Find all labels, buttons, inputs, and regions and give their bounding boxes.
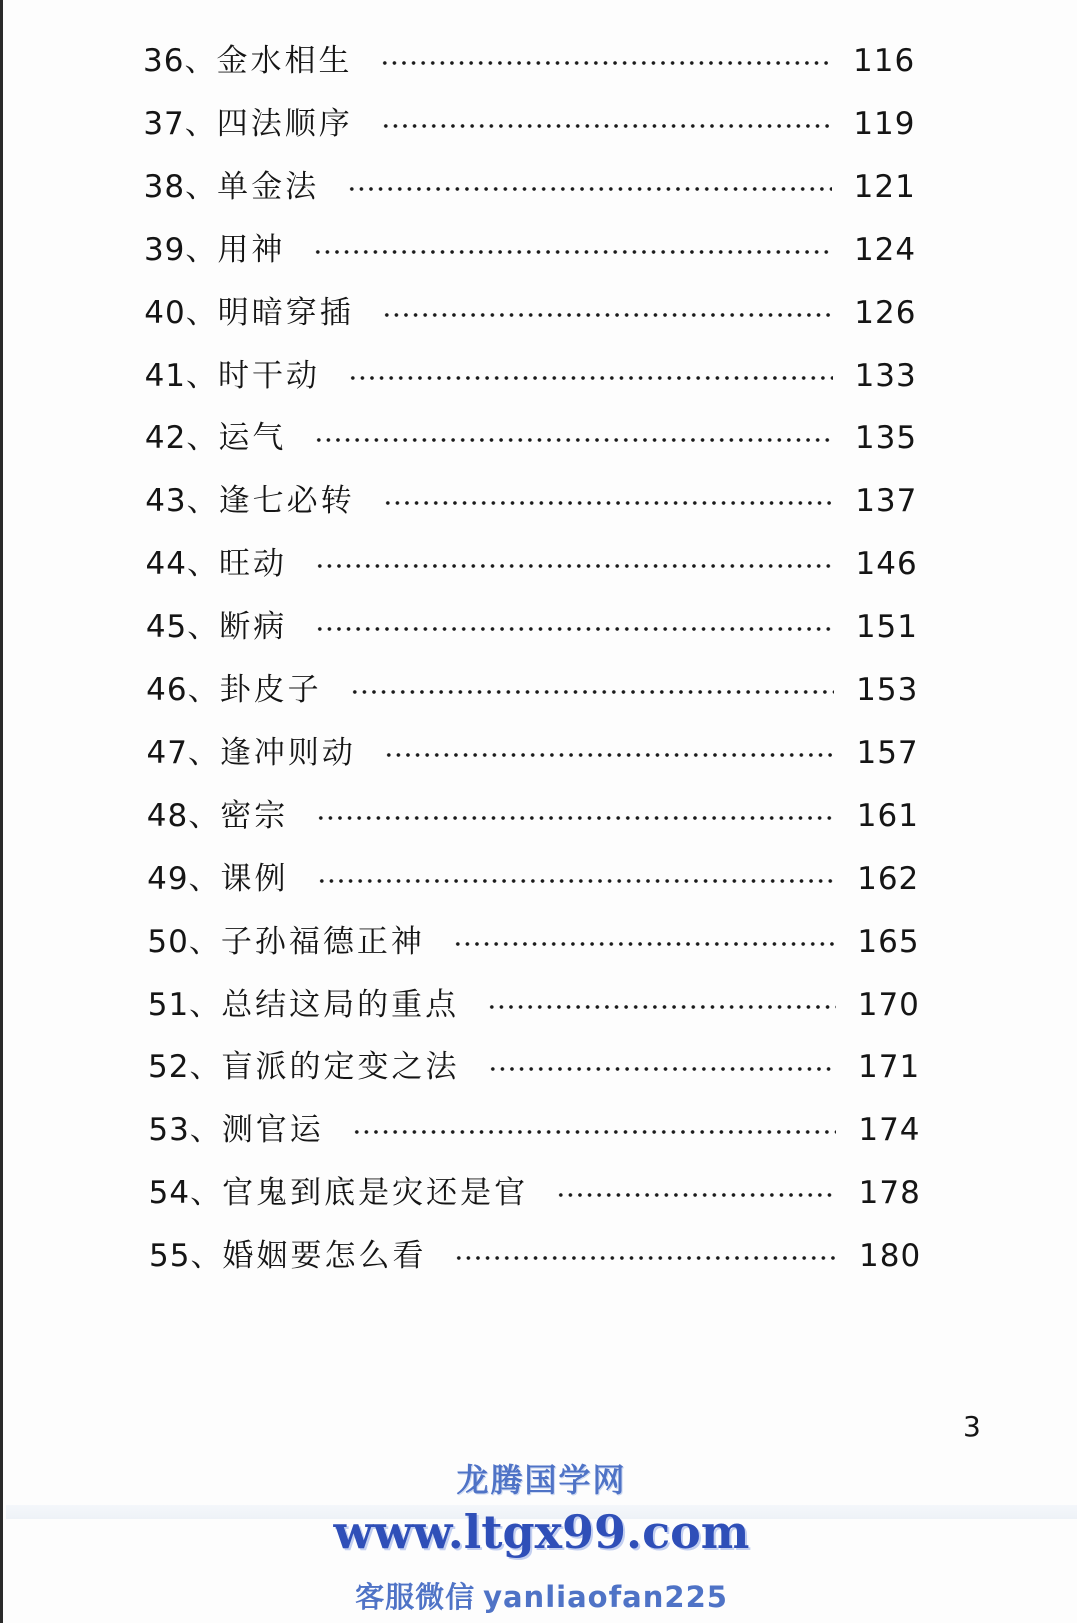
toc-entry-number: 37、 — [143, 105, 217, 142]
toc-entry-title: 密宗 — [220, 797, 289, 834]
toc-entry-title: 婚姻要怎么看 — [222, 1238, 427, 1275]
toc-entry-number: 39、 — [143, 231, 218, 268]
watermark-url: www.ltgx99.com — [333, 1505, 750, 1559]
toc-entry-number: 38、 — [143, 168, 218, 205]
toc-entry-title: 总结这局的重点 — [221, 986, 460, 1023]
toc-dot-leader — [382, 313, 833, 317]
toc-entry-title: 卦皮子 — [219, 672, 322, 708]
toc-dot-leader — [315, 627, 834, 631]
toc-entry-number: 46、 — [146, 672, 220, 708]
toc-entry — [146, 541, 918, 587]
toc-entry-number: 53、 — [148, 1112, 222, 1149]
toc-dot-leader — [314, 438, 833, 442]
toc-entry — [146, 730, 918, 776]
toc-entry-number: 50、 — [147, 923, 221, 960]
toc-dot-leader — [316, 816, 835, 820]
toc-dot-leader — [487, 1005, 836, 1009]
toc-entry — [147, 856, 919, 902]
toc-dot-leader — [348, 376, 833, 380]
toc-entry-number: 47、 — [146, 734, 220, 771]
toc-entry-title: 运气 — [218, 420, 287, 457]
toc-entry-title: 逢冲则动 — [219, 734, 356, 771]
toc-entry-page: 126 — [854, 294, 917, 331]
toc-entry-page: 161 — [856, 797, 919, 834]
toc-entry-page: 116 — [853, 43, 916, 79]
toc-entry — [148, 982, 920, 1028]
toc-entry-title: 盲派的定变之法 — [221, 1049, 460, 1086]
toc-entry-number: 51、 — [147, 986, 222, 1023]
toc-entry-title: 金水相生 — [216, 43, 353, 79]
toc-dot-leader — [352, 1130, 837, 1134]
toc-entry-page: 121 — [853, 168, 916, 205]
toc-entry — [145, 415, 917, 461]
toc-entry-title: 官鬼到底是灾还是官 — [222, 1175, 529, 1212]
toc-entry-page: 151 — [855, 609, 918, 646]
toc-entry-page: 170 — [857, 986, 920, 1023]
toc-entry — [145, 353, 917, 399]
toc-entry-number: 41、 — [144, 357, 219, 394]
toc-dot-leader — [454, 1256, 837, 1260]
toc-entry-title: 用神 — [217, 231, 286, 268]
toc-entry-number: 48、 — [146, 797, 221, 834]
toc-entry-page: 153 — [856, 672, 919, 708]
toc-entry-title: 时干动 — [218, 357, 321, 394]
toc-entry-page: 174 — [858, 1112, 921, 1149]
toc-entry — [144, 164, 916, 210]
toc-entry-number: 42、 — [144, 420, 219, 457]
toc-dot-leader — [380, 61, 831, 65]
toc-entry-number: 54、 — [148, 1175, 223, 1212]
watermark-wechat-label: 客服微信 — [355, 1580, 476, 1614]
toc-entry — [144, 227, 916, 273]
toc-entry-title: 逢七必转 — [218, 483, 355, 520]
toc-dot-leader — [347, 187, 832, 191]
toc-dot-leader — [317, 879, 836, 883]
toc-entry — [148, 1107, 920, 1153]
toc-entry-number: 55、 — [149, 1238, 223, 1275]
toc-entry — [143, 38, 915, 84]
toc-entry-title: 旺动 — [218, 546, 287, 583]
toc-entry-title: 四法顺序 — [216, 105, 353, 142]
toc-entry-page: 146 — [855, 546, 918, 583]
watermark-wechat-id: yanliaofan225 — [483, 1580, 728, 1614]
toc-entry-title: 课例 — [220, 860, 289, 897]
toc-entry-page: 180 — [859, 1238, 922, 1275]
toc-entry-title: 断病 — [219, 609, 288, 646]
toc-entry — [145, 478, 917, 524]
toc-dot-leader — [488, 1067, 837, 1071]
toc-dot-leader — [556, 1193, 837, 1197]
watermark-wechat — [3, 1575, 1077, 1616]
toc-entry-title: 明暗穿插 — [217, 294, 354, 331]
toc-entry — [146, 604, 918, 650]
toc-entry — [147, 919, 919, 965]
toc-entry-page: 165 — [857, 923, 920, 960]
toc-entry-page: 124 — [853, 231, 917, 268]
toc-entry — [149, 1233, 921, 1279]
toc-entry-page: 178 — [858, 1175, 921, 1212]
toc-entry-page: 119 — [853, 105, 916, 142]
toc-entry — [147, 793, 919, 839]
toc-entry-number: 49、 — [147, 860, 221, 897]
toc-entry-page: 135 — [854, 420, 918, 457]
toc-entry-number: 36、 — [143, 43, 217, 79]
watermark-site-name: 龙腾国学网 — [456, 1461, 627, 1499]
toc-dot-leader — [381, 124, 832, 128]
toc-entry-title: 单金法 — [217, 168, 320, 205]
toc-entry-number: 43、 — [145, 483, 219, 520]
toc-dot-leader — [315, 564, 834, 568]
toc-entry-page: 137 — [855, 483, 918, 520]
toc-entry — [148, 1044, 920, 1090]
toc-entry-number: 45、 — [145, 609, 220, 646]
page-number: 3 — [963, 1410, 981, 1443]
toc-dot-leader — [313, 250, 832, 254]
toc-entry-page: 157 — [856, 734, 919, 771]
toc-entry-page: 171 — [858, 1049, 921, 1086]
toc-dot-leader — [350, 690, 835, 694]
toc-dot-leader — [383, 501, 834, 505]
toc-dot-leader — [384, 753, 835, 757]
toc-entry-title: 测官运 — [221, 1112, 324, 1149]
toc-entry — [143, 101, 915, 147]
toc-entry — [149, 1170, 921, 1216]
toc-dot-leader — [453, 942, 836, 946]
toc-entry-number: 52、 — [148, 1049, 222, 1086]
toc-entry-page: 133 — [854, 357, 917, 394]
toc-entry-number: 44、 — [145, 546, 219, 583]
toc-entry — [146, 667, 918, 713]
toc-entry-number: 40、 — [144, 294, 218, 331]
toc-entry — [144, 290, 916, 336]
toc-entry-page: 162 — [857, 860, 920, 897]
toc-entry-title: 子孙福德正神 — [220, 923, 425, 960]
